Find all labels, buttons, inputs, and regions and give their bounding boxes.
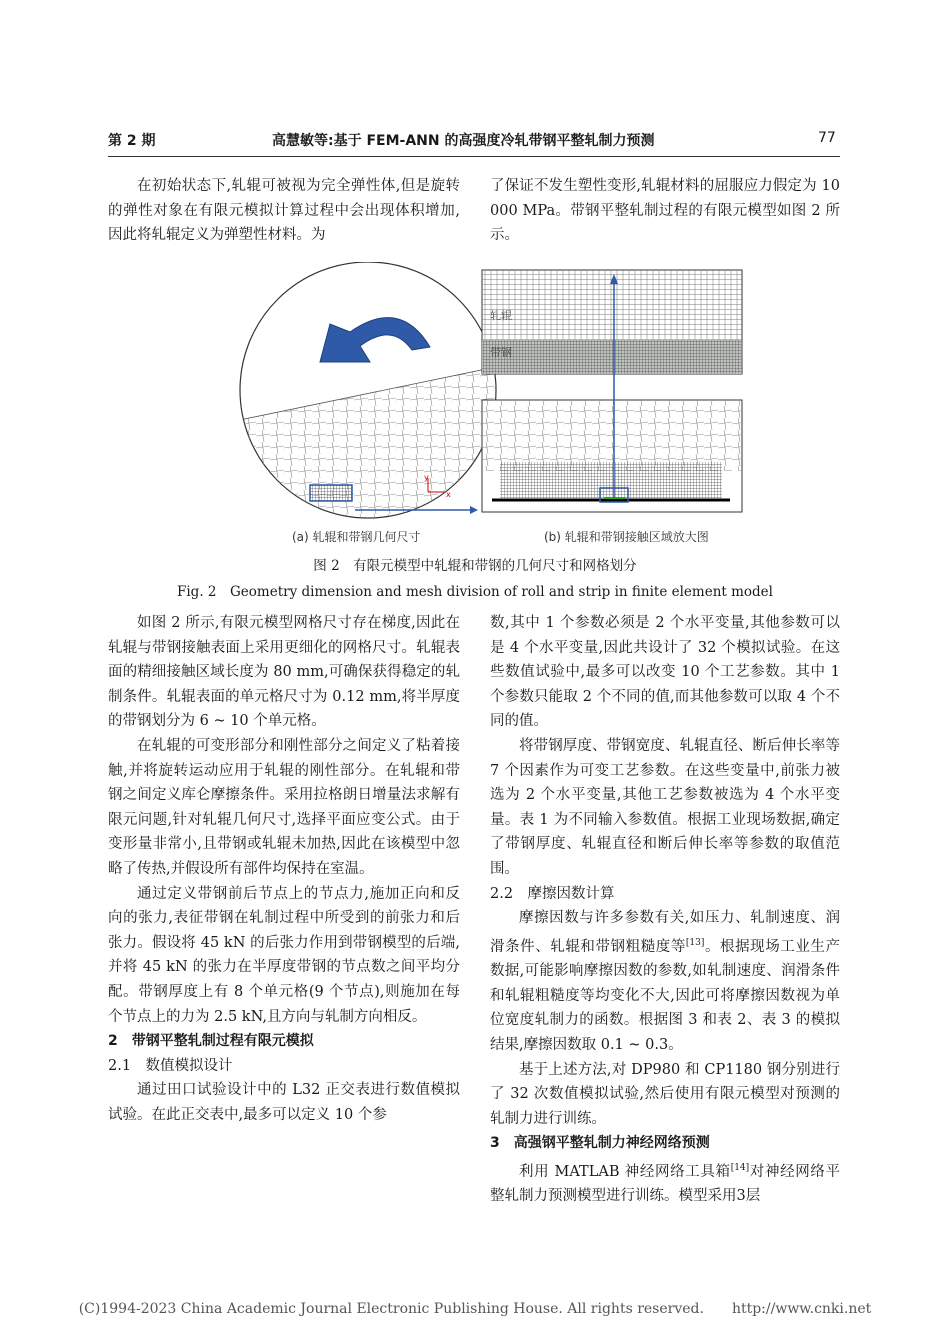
page-number: 77 bbox=[818, 130, 836, 146]
right-column bbox=[490, 611, 840, 1209]
paragraph: 了保证不发生塑性变形,轧辊材料的屈服应力假定为 10 000 MPa。带钢平整轧制过程的有限元模型如图 2 所示。 bbox=[490, 178, 840, 244]
subsection-heading: 2.2 摩擦因数计算 bbox=[490, 885, 615, 902]
text-run: 。根据现场工业生产数据,可能影响摩擦因数的参数,如轧制速度、润滑条件和轧辊粗糙度等均变化不大,因此可将摩擦因数视为单位宽度轧制力的函数。根据图 3 和表 2、表 3 的模拟结果,摩擦因数取 0.1 ~ 0.3。 bbox=[490, 938, 841, 1053]
paragraph bbox=[490, 1156, 840, 1209]
paragraph: 基于上述方法,对 DP980 和 CP1180 钢分别进行了 32 次数值模拟试验,然后使用有限元模型对预测的轧制力进行训练。 bbox=[490, 1061, 840, 1127]
section-heading: 2 带钢平整轧制过程有限元模拟 bbox=[108, 1033, 314, 1050]
text-run: 摩擦因数与许多参数有关,如压力、轧制速度、润滑条件、轧辊和带钢粗糙度等 bbox=[490, 910, 840, 955]
figure-caption-en: Fig. 2 Geometry dimension and mesh division of roll and strip in finite element model bbox=[177, 584, 773, 600]
top-left-text bbox=[108, 174, 460, 248]
text-run: 对神经网络平整轧制力预测模型进行训练。模型采用3层 bbox=[490, 1163, 840, 1205]
subcaption-b: (b) 轧辊和带钢接触区域放大图 bbox=[544, 530, 709, 544]
subsection-heading: 2.1 数值模拟设计 bbox=[108, 1057, 233, 1074]
label-roll: 轧辊 bbox=[490, 309, 512, 322]
figure-caption-cn: 图 2 有限元模型中轧辊和带钢的几何尺寸和网格划分 bbox=[313, 558, 637, 574]
contact-zone-top bbox=[482, 270, 742, 374]
citation: [14] bbox=[730, 1162, 750, 1173]
axis-y-label: y bbox=[424, 473, 429, 482]
paragraph: 如图 2 所示,有限元模型网格尺寸存在梯度,因此在轧辊与带钢接触表面上采用更细化的网格尺寸。轧辊表面的精细接触区域长度为 80 mm,可确保获得稳定的轧制条件。轧辊表面的单元格尺寸为 0.12 mm,将半厚度的带钢划分为 6 ~ 10 个单元格。 bbox=[108, 615, 460, 730]
header-issue: 第 2 期 bbox=[108, 133, 156, 149]
paragraph: 通过定义带钢前后节点上的节点力,施加正向和反向的张力,表征带钢在轧制过程中所受到的前张力和后张力。假设将 45 kN 的后张力作用到带钢模型的后端,并将 45 kN 的张力在半厚度带钢的节点数之间平均分配。带钢厚度上有 8 个单元格(9 个节点),则施加在每个节点上的力为 2.5 kN,且方向与轧制方向相反。 bbox=[108, 885, 460, 1025]
top-right-text bbox=[490, 174, 840, 248]
header-title: 高慧敏等:基于 FEM-ANN 的高强度冷轧带钢平整轧制力预测 bbox=[272, 133, 655, 149]
copyright-footer: (C)1994-2023 China Academic Journal Electronic Publishing House. All rights reserved. http://www.cnki.net bbox=[78, 1301, 872, 1317]
figure-2 bbox=[200, 262, 760, 524]
left-column bbox=[108, 611, 460, 1127]
label-strip: 带钢 bbox=[490, 346, 512, 359]
paragraph: 在轧辊的可变形部分和刚性部分之间定义了粘着接触,并将旋转运动应用于轧辊的刚性部分。在轧辊和带钢之间定义库仑摩擦条件。采用拉格朗日增量法求解有限元问题,针对轧辊几何尺寸,选择平面应变公式。由于变形量非常小,且带钢或轧辊未加热,因此在该模型中忽略了传热,并假设所有部件均保持在室温。 bbox=[108, 737, 460, 877]
header-rule bbox=[108, 156, 840, 157]
paragraph: 数,其中 1 个参数必须是 2 个水平变量,其他参数可以是 4 个水平变量,因此共设计了 32 个模拟试验。在这些数值试验中,最多可以改变 10 个工艺参数。其中 1 个参数只能取 2 个不同的值,而其他参数可以取 4 个不同的值。 bbox=[490, 615, 840, 730]
paragraph: 将带钢厚度、带钢宽度、轧辊直径、断后伸长率等 7 个因素作为可变工艺参数。在这些变量中,前张力被选为 2 个水平变量,其他工艺参数被选为 4 个水平变量。表 1 为不同输入参数值。根据工业现场数据,确定了带钢厚度、轧辊直径和断后伸长率等参数的取值范围。 bbox=[490, 737, 840, 877]
paragraph: 通过田口试验设计中的 L32 正交表进行数值模拟试验。在此正交表中,最多可以定义 10 个参 bbox=[108, 1082, 460, 1123]
section-heading: 3 高强钢平整轧制力神经网络预测 bbox=[490, 1135, 710, 1152]
citation: [13] bbox=[685, 937, 705, 948]
subcaption-a: (a) 轧辊和带钢几何尺寸 bbox=[292, 530, 421, 544]
roll-geometry bbox=[230, 262, 520, 522]
paragraph bbox=[490, 906, 840, 1057]
axis-x-label: x bbox=[446, 490, 451, 499]
paragraph: 在初始状态下,轧辊可被视为完全弹性体,但是旋转的弹性对象在有限元模拟计算过程中会出现体积增加,因此将轧辊定义为弹塑性材料。为 bbox=[108, 178, 460, 244]
text-run: 利用 MATLAB 神经网络工具箱 bbox=[519, 1163, 731, 1180]
